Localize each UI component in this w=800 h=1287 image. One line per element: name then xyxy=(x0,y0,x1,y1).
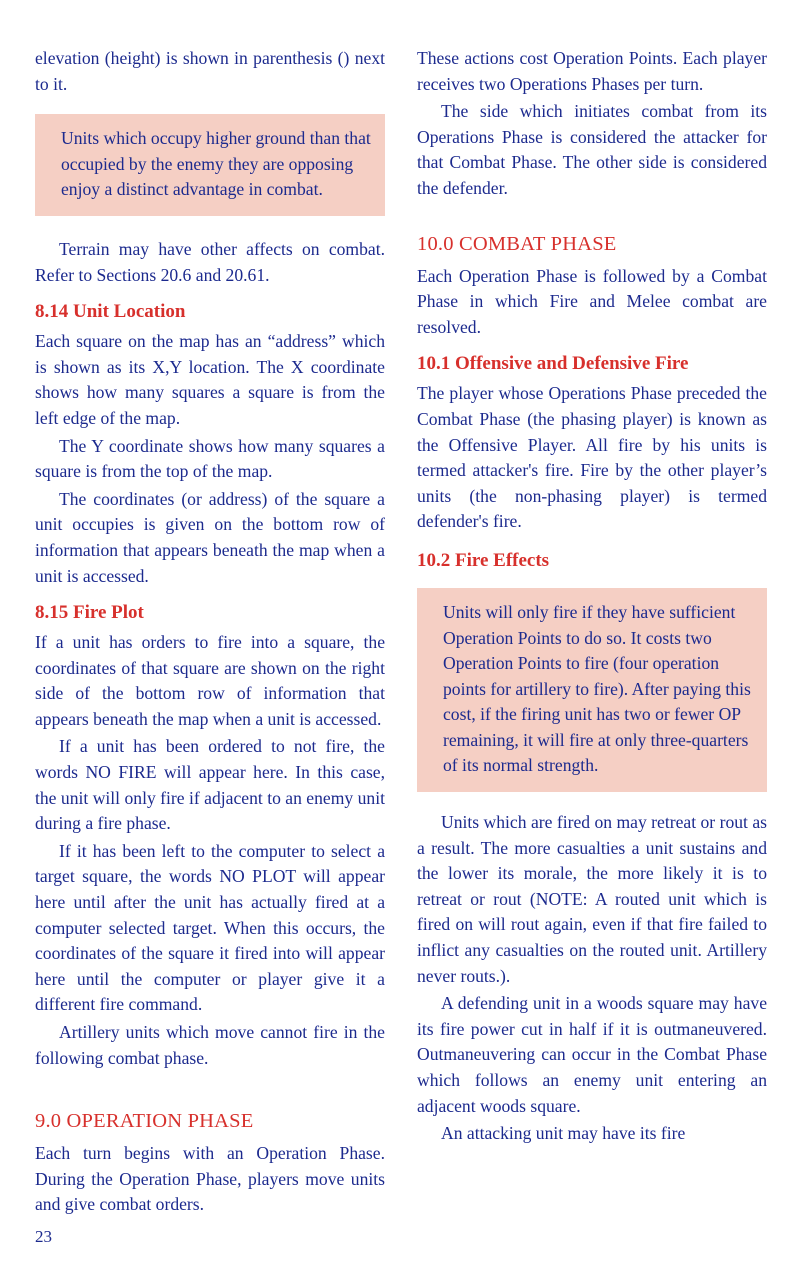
right-column xyxy=(417,46,767,1149)
paragraph-elevation: elevation (height) is shown in parenthesis () next to it. xyxy=(35,48,385,94)
paragraph-fire-plot-1: If a unit has orders to fire into a square, the coordinates of that square are shown on the right side of the bottom row of information that appears beneath the map when a unit is accessed. xyxy=(35,632,385,729)
heading-8-15: 8.15 Fire Plot xyxy=(35,602,144,624)
paragraph-unit-location-3: The coordinates (or address) of the square a unit occupies is given on the bottom row of information that appears beneath the map when a unit is accessed. xyxy=(35,488,385,586)
paragraph-terrain: Terrain may have other affects on combat. Refer to Sections 20.6 and 20.61. xyxy=(35,238,385,285)
paragraph-combat-phase: Each Operation Phase is followed by a Combat Phase in which Fire and Melee combat are resolved. xyxy=(417,265,767,337)
paragraph-fire-plot-4: Artillery units which move cannot fire in the following combat phase. xyxy=(35,1022,385,1068)
heading-10-0: 10.0 COMBAT PHASE xyxy=(417,232,617,255)
paragraph-attacker-defender: The side which initiates combat from its Operations Phase is considered the attacker for that Combat Phase. The other side is considered the defender. xyxy=(417,101,767,198)
paragraph-unit-location-2: The Y coordinate shows how many squares a square is from the top of the map. xyxy=(35,435,385,482)
callout-fire-effects: Units will only fire if they have sufficient Operation Points to do so. It costs two Operation Points to fire (four operation points for artillery to fire). After paying this cost, if the firing unit has two or fewer OP remaining, it will fire at only three-quarters of its normal strength. xyxy=(417,588,767,792)
heading-8-14: 8.14 Unit Location xyxy=(35,301,186,323)
paragraph-unit-location-1: Each square on the map has an “address” which is shown as its X,Y location. The X coordinate shows how many squares a square is from the left edge of the map. xyxy=(35,331,385,428)
paragraph-retreat-rout: Units which are fired on may retreat or rout as a result. The more casualties a unit sustains and the lower its morale, the more likely it is to retreat or rout (NOTE: A routed unit which is fired on will rout again, even if that fire failed to inflict any casualties on the routed unit. Artillery never routs.). xyxy=(417,812,767,986)
callout-high-ground: Units which occupy higher ground than that occupied by the enemy they are opposing enjoy a distinct advantage in combat. xyxy=(35,114,385,216)
paragraph-fire-plot-3: If it has been left to the computer to select a target square, the words NO PLOT will appear here until after the unit has actually fired at a computer selected target. When this occurs, the coordinates of the square it fired into will appear here until the computer or player give it a different fire command. xyxy=(35,840,385,1015)
paragraph-woods-outmaneuver: A defending unit in a woods square may have its fire power cut in half if it is outmaneuvered. Outmaneuvering can occur in the Combat Phase which follows an enemy unit entering an adjacent woods square. xyxy=(417,993,767,1116)
paragraph-attacking-unit: An attacking unit may have its fire xyxy=(441,1123,686,1144)
page-number: 23 xyxy=(35,1227,52,1246)
heading-10-2: 10.2 Fire Effects xyxy=(417,549,550,571)
paragraph-fire-plot-2: If a unit has been ordered to not fire, the words NO FIRE will appear here. In this case, the unit will only fire if adjacent to an enemy unit during a fire phase. xyxy=(35,736,385,834)
paragraph-operation-phase: Each turn begins with an Operation Phase. During the Operation Phase, players move units and give combat orders. xyxy=(35,1143,385,1215)
left-column xyxy=(35,46,385,1220)
paragraph-offensive-fire: The player whose Operations Phase preceded the Combat Phase (the phasing player) is known as the Offensive Player. All fire by his units is termed attacker's fire. Fire by the other player’s units (the non-phasing player) is termed defender's fire. xyxy=(417,383,767,532)
paragraph-operation-points: These actions cost Operation Points. Each player receives two Operations Phases per turn. xyxy=(417,48,767,94)
heading-9-0: 9.0 OPERATION PHASE xyxy=(35,1110,254,1133)
heading-10-1: 10.1 Offensive and Defensive Fire xyxy=(417,353,689,375)
